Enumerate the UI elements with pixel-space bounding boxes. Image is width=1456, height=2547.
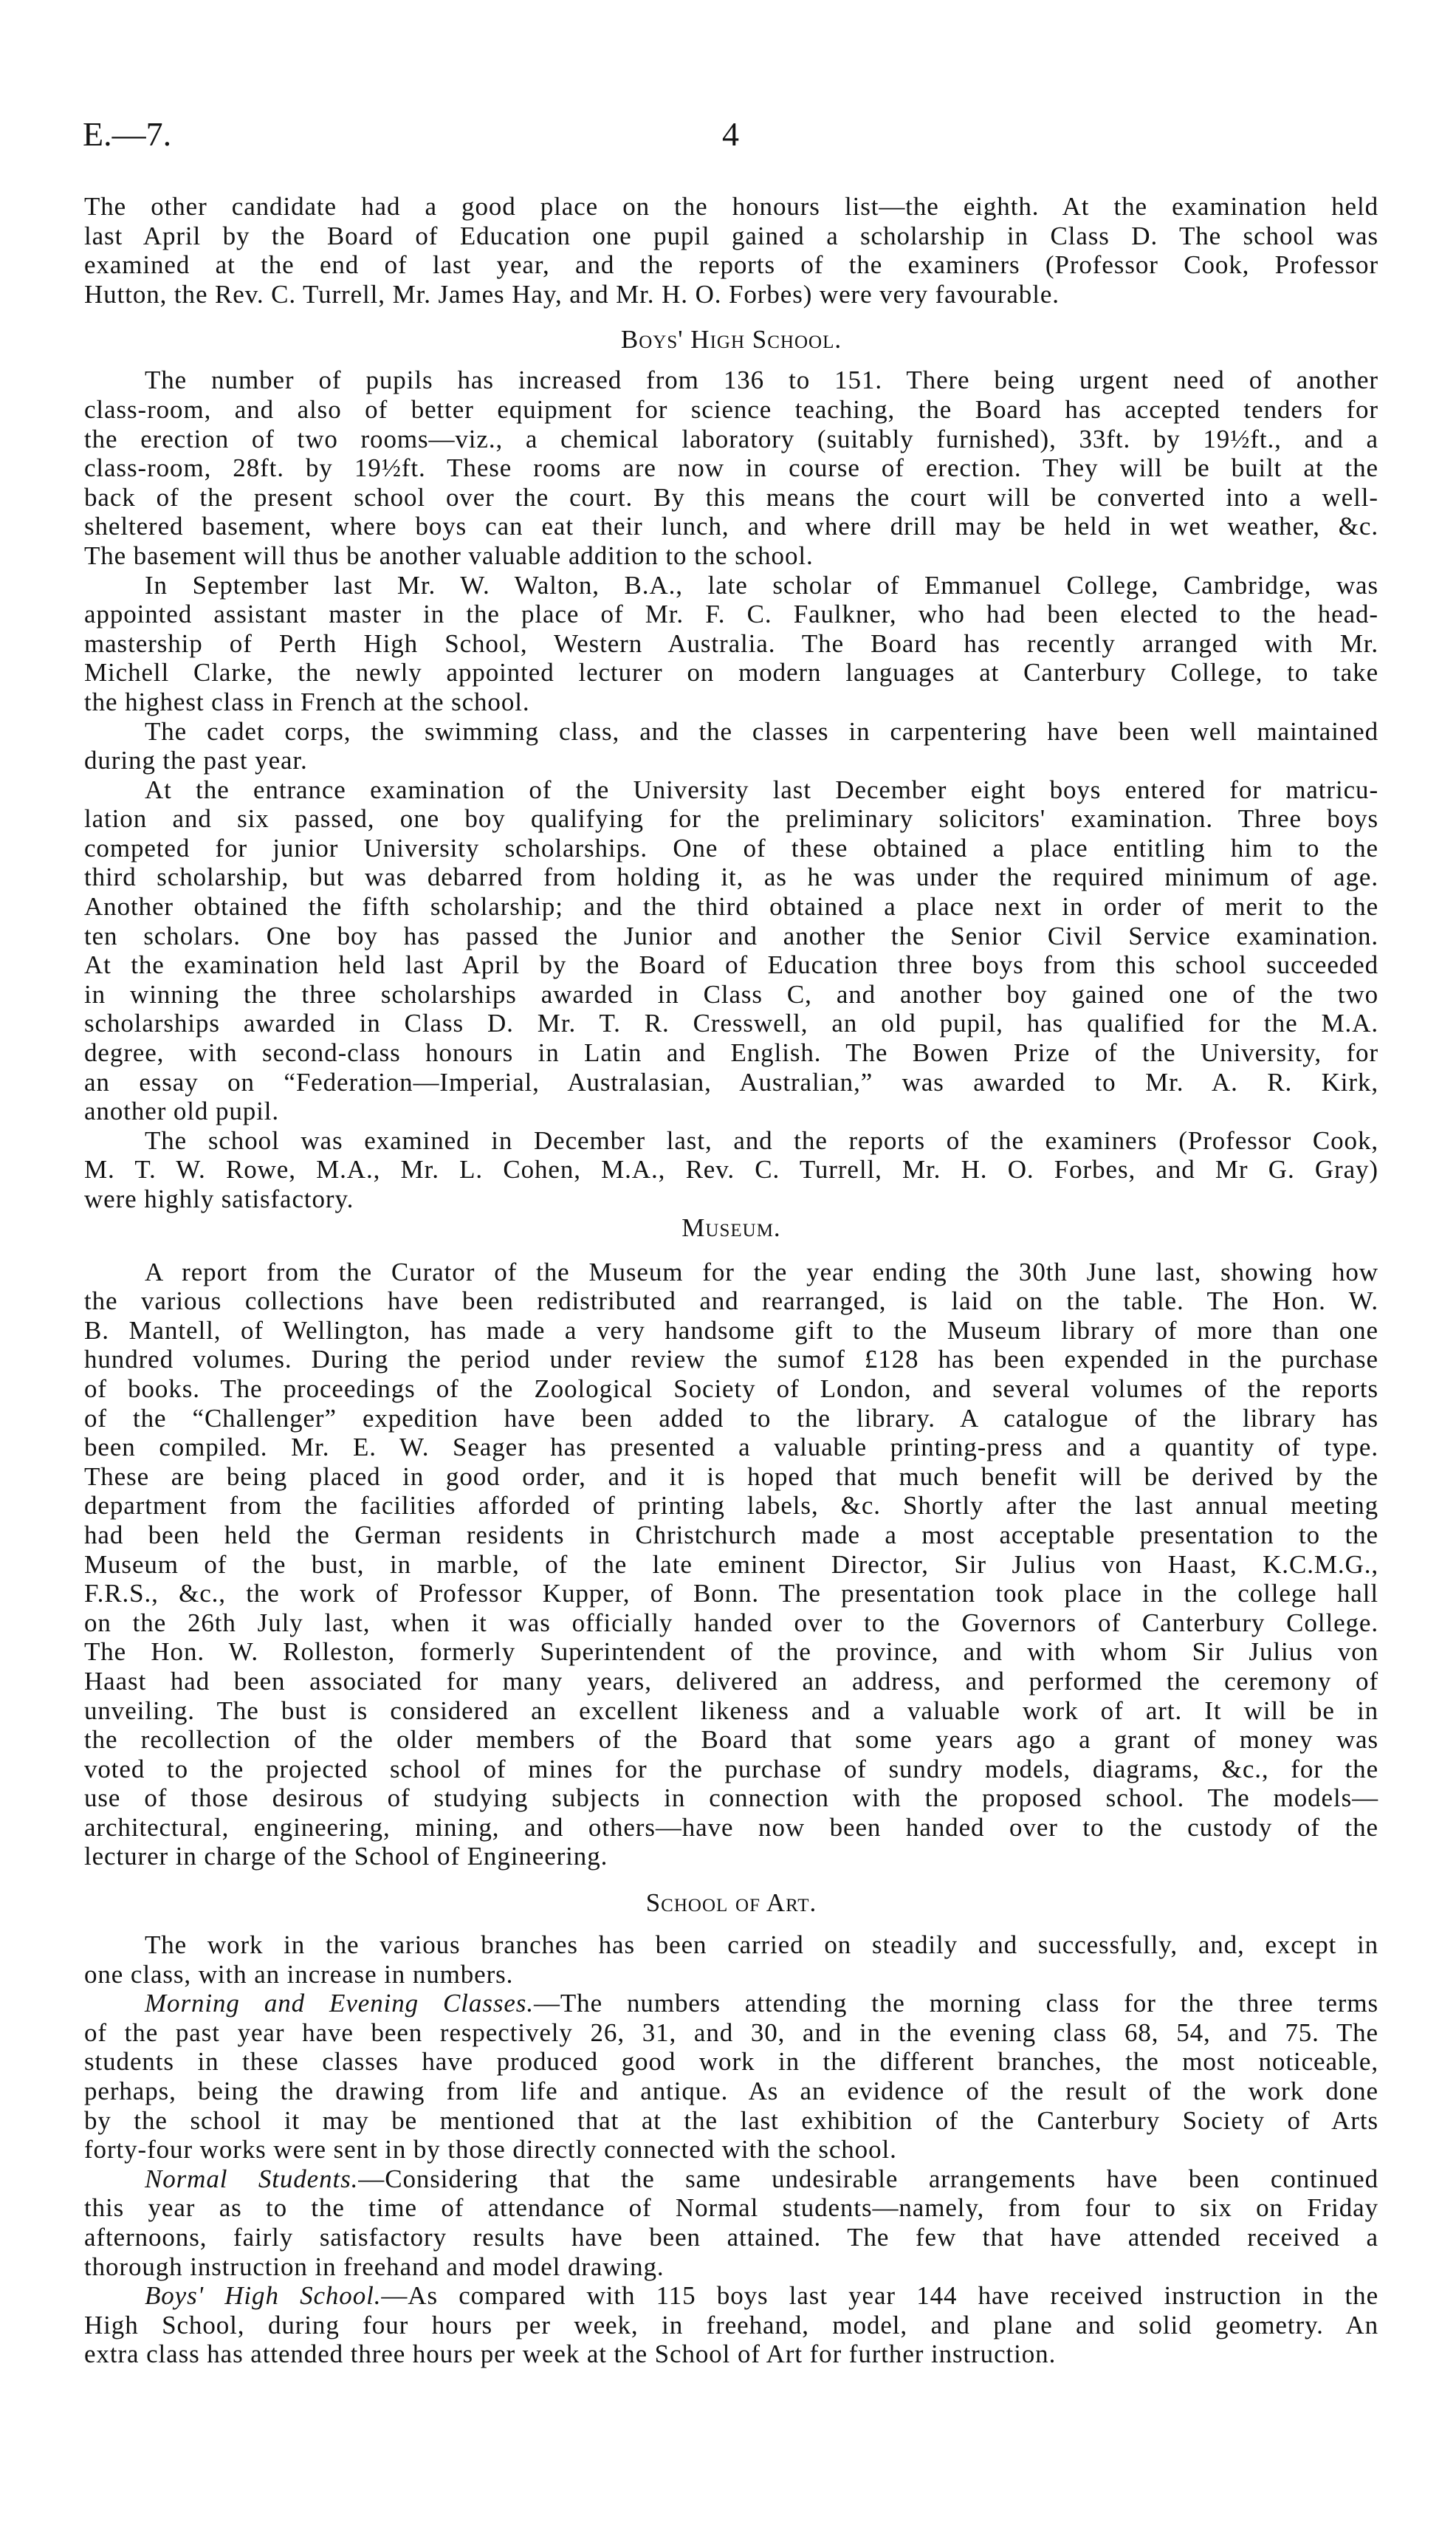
text-line: department from the facilities afforded of printing labels, &c. Shortly after the last annual meeting bbox=[84, 1491, 1378, 1521]
text-line: unveiling. The bust is considered an excellent likeness and a valuable work of art. It will be in bbox=[84, 1696, 1378, 1725]
text-line: by the school it may be mentioned that at the last exhibition of the Canterbury Society of Arts bbox=[84, 2105, 1378, 2135]
text-line: Michell Clarke, the newly appointed lecturer on modern languages at Canterbury College, to take bbox=[84, 658, 1378, 688]
text-line: use of those desirous of studying subjects in connection with the proposed school. The models— bbox=[84, 1783, 1378, 1813]
text-line: The number of pupils has increased from 136 to 151. There being urgent need of another bbox=[145, 366, 1378, 395]
text-line: F.R.S., &c., the work of Professor Kupper, of Bonn. The presentation took place in the college hall bbox=[84, 1579, 1378, 1608]
text-line: in winning the three scholarships awarded in Class C, and another boy gained one of the two bbox=[84, 979, 1378, 1009]
text-line: scholarships awarded in Class D. Mr. T. R. Cresswell, an old pupil, has qualified for the M.A. bbox=[84, 1009, 1378, 1038]
paragraph-lead: Morning and Evening Classes. bbox=[145, 1989, 534, 2018]
text-line: The school was examined in December last, and the reports of the examiners (Professor Cook, bbox=[145, 1125, 1378, 1155]
text-line: The Hon. W. Rolleston, formerly Superintendent of the province, and with whom Sir Julius von bbox=[84, 1637, 1378, 1667]
text-line: The basement will thus be another valuable addition to the school. bbox=[84, 541, 814, 570]
paragraph bbox=[84, 2281, 1378, 2369]
text-line: examined at the end of last year, and the reports of the examiners (Professor Cook, Professor bbox=[84, 250, 1378, 280]
text-line: M. T. W. Rowe, M.A., Mr. L. Cohen, M.A., Rev. C. Turrell, Mr. H. O. Forbes, and Mr G. Gray) bbox=[84, 1155, 1378, 1185]
text-line: voted to the projected school of mines for the purchase of sundry models, diagrams, &c., for the bbox=[84, 1754, 1378, 1783]
text-line: architectural, engineering, mining, and others—have now been handed over to the custody of the bbox=[84, 1812, 1378, 1842]
section-heading: Boys' High School. bbox=[620, 325, 842, 354]
text-line: sheltered basement, where boys can eat their lunch, and where drill may be held in wet weather, &c. bbox=[84, 512, 1378, 541]
page-number: 4 bbox=[722, 115, 739, 153]
text-line: of the “Challenger” expedition have been added to the library. A catalogue of the library has bbox=[84, 1403, 1378, 1433]
text-line: an essay on “Federation—Imperial, Australasian, Australian,” was awarded to Mr. A. R. Kirk, bbox=[84, 1067, 1378, 1097]
text-line: of the past year have been respectively 26, 31, and 30, and in the evening class 68, 54, and 75. The bbox=[84, 2018, 1378, 2047]
text-line: one class, with an increase in numbers. bbox=[84, 1959, 514, 1989]
paragraph bbox=[84, 1126, 1378, 1214]
text-line: last April by the Board of Education one pupil gained a scholarship in Class D. The school was bbox=[84, 221, 1378, 250]
text-line: High School, during four hours per week, in freehand, model, and plane and solid geometry. An bbox=[84, 2310, 1378, 2339]
text-line: class-room, and also of better equipment for science teaching, the Board has accepted tenders for bbox=[84, 394, 1378, 424]
text-line: extra class has attended three hours per week at the School of Art for further instruction. bbox=[84, 2339, 1057, 2369]
text-line: The cadet corps, the swimming class, and the classes in carpentering have been well maintained bbox=[145, 716, 1378, 746]
text-line: ten scholars. One boy has passed the Junior and another the Senior Civil Service examination. bbox=[84, 921, 1378, 950]
section bbox=[84, 1871, 1378, 2369]
section-heading: Museum. bbox=[681, 1213, 781, 1242]
text-line: The other candidate had a good place on the honours list—the eighth. At the examination held bbox=[84, 192, 1378, 221]
text-line: These are being placed in good order, and it is hoped that much benefit will be derived by the bbox=[84, 1461, 1378, 1491]
paragraph bbox=[84, 717, 1378, 775]
text-line: had been held the German residents in Christchurch made a most acceptable presentation to the bbox=[84, 1520, 1378, 1549]
text-line: thorough instruction in freehand and model drawing. bbox=[84, 2252, 665, 2281]
section bbox=[84, 309, 1378, 1213]
text-line: the erection of two rooms—viz., a chemical laboratory (suitably furnished), 33ft. by 19½ft., and a bbox=[84, 424, 1378, 453]
section-heading: School of Art. bbox=[645, 1888, 817, 1918]
line-text: —As compared with 115 boys last year 144 have received instruction in the bbox=[381, 2281, 1378, 2311]
paragraph-lead: Boys' High School. bbox=[145, 2281, 382, 2311]
text-line: the various collections have been redistributed and rearranged, is laid on the table. The Hon. W. bbox=[84, 1286, 1378, 1316]
text-line: mastership of Perth High School, Western Australia. The Board has recently arranged with Mr. bbox=[84, 628, 1378, 658]
line-text: —The numbers attending the morning class for the three terms bbox=[533, 1989, 1378, 2018]
text-line: were highly satisfactory. bbox=[84, 1185, 354, 1213]
paragraph bbox=[84, 1989, 1378, 2164]
text-line: perhaps, being the drawing from life and antique. As an evidence of the result of the work done bbox=[84, 2077, 1378, 2106]
text-line: back of the present school over the court. By this means the court will be converted into a well- bbox=[84, 482, 1378, 512]
text-line: third scholarship, but was debarred from holding it, as he was under the required minimum of age. bbox=[84, 863, 1378, 892]
text-line: class-room, 28ft. by 19½ft. These rooms are now in course of erection. They will be built at the bbox=[84, 453, 1378, 483]
paragraph bbox=[84, 366, 1378, 570]
paragraph bbox=[84, 1258, 1378, 1871]
text-line: students in these classes have produced good work in the different branches, the most noticeable, bbox=[84, 2047, 1378, 2077]
text-line: In September last Mr. W. Walton, B.A., late scholar of Emmanuel College, Cambridge, was bbox=[145, 570, 1378, 600]
document-body bbox=[84, 192, 1378, 2369]
text-line: Haast had been associated for many years, delivered an address, and performed the ceremony of bbox=[84, 1666, 1378, 1696]
section bbox=[84, 1214, 1378, 1871]
text-line: Hutton, the Rev. C. Turrell, Mr. James Hay, and Mr. H. O. Forbes) were very favourable. bbox=[84, 279, 1060, 309]
line-text: —Considering that the same undesirable arrangements have been continued bbox=[358, 2164, 1378, 2193]
text-line: of books. The proceedings of the Zoological Society of London, and several volumes of the reports bbox=[84, 1374, 1378, 1403]
text-line: the recollection of the older members of the Board that some years ago a grant of money was bbox=[84, 1725, 1378, 1755]
text-line: hundred volumes. During the period under review the sumof £128 has been expended in the purchase bbox=[84, 1345, 1378, 1374]
text-line: forty-four works were sent in by those directly connected with the school. bbox=[84, 2135, 897, 2164]
text-line: lecturer in charge of the School of Engineering. bbox=[84, 1842, 608, 1871]
text-line: lation and six passed, one boy qualifying for the preliminary solicitors' examination. Three boys bbox=[84, 804, 1378, 834]
text-line: appointed assistant master in the place of Mr. F. C. Faulkner, who had been elected to the head- bbox=[84, 600, 1378, 629]
text-line: At the examination held last April by the Board of Education three boys from this school succeeded bbox=[84, 950, 1378, 980]
paragraph bbox=[84, 571, 1378, 717]
paragraph bbox=[84, 775, 1378, 1126]
text-line: The work in the various branches has been carried on steadily and successfully, and, except in bbox=[145, 1930, 1378, 1960]
text-line: this year as to the time of attendance of Normal students—namely, from four to six on Friday bbox=[84, 2193, 1378, 2223]
document-code: E.—7. bbox=[83, 115, 172, 153]
text-line: Museum of the bust, in marble, of the late eminent Director, Sir Julius von Haast, K.C.M.G., bbox=[84, 1549, 1378, 1579]
paragraph bbox=[84, 2164, 1378, 2281]
text-line: on the 26th July last, when it was officially handed over to the Governors of Canterbury College. bbox=[84, 1608, 1378, 1637]
text-line: been compiled. Mr. E. W. Seager has presented a valuable printing-press and a quantity of type. bbox=[84, 1433, 1378, 1462]
intro-paragraph bbox=[84, 192, 1378, 309]
paragraph-lead: Normal Students. bbox=[145, 2164, 359, 2193]
text-line: At the entrance examination of the University last December eight boys entered for matricu- bbox=[145, 775, 1378, 804]
text-line: competed for junior University scholarships. One of these obtained a place entitling him to the bbox=[84, 833, 1378, 863]
text-line bbox=[84, 2281, 1378, 2311]
text-line: afternoons, fairly satisfactory results have been attained. The few that have attended received a bbox=[84, 2223, 1378, 2252]
text-line: B. Mantell, of Wellington, has made a very handsome gift to the Museum library of more than one bbox=[84, 1315, 1378, 1345]
paragraph bbox=[84, 1930, 1378, 1989]
text-line bbox=[84, 2164, 1378, 2194]
text-line: another old pupil. bbox=[84, 1097, 280, 1126]
text-line: degree, with second-class honours in Latin and English. The Bowen Prize of the University, for bbox=[84, 1038, 1378, 1068]
text-line: the highest class in French at the school. bbox=[84, 687, 530, 716]
text-line: Another obtained the fifth scholarship; and the third obtained a place next in order of merit to the bbox=[84, 892, 1378, 922]
text-line bbox=[84, 1989, 1378, 2018]
text-line: A report from the Curator of the Museum for the year ending the 30th June last, showing how bbox=[145, 1257, 1378, 1286]
text-line: during the past year. bbox=[84, 746, 308, 775]
